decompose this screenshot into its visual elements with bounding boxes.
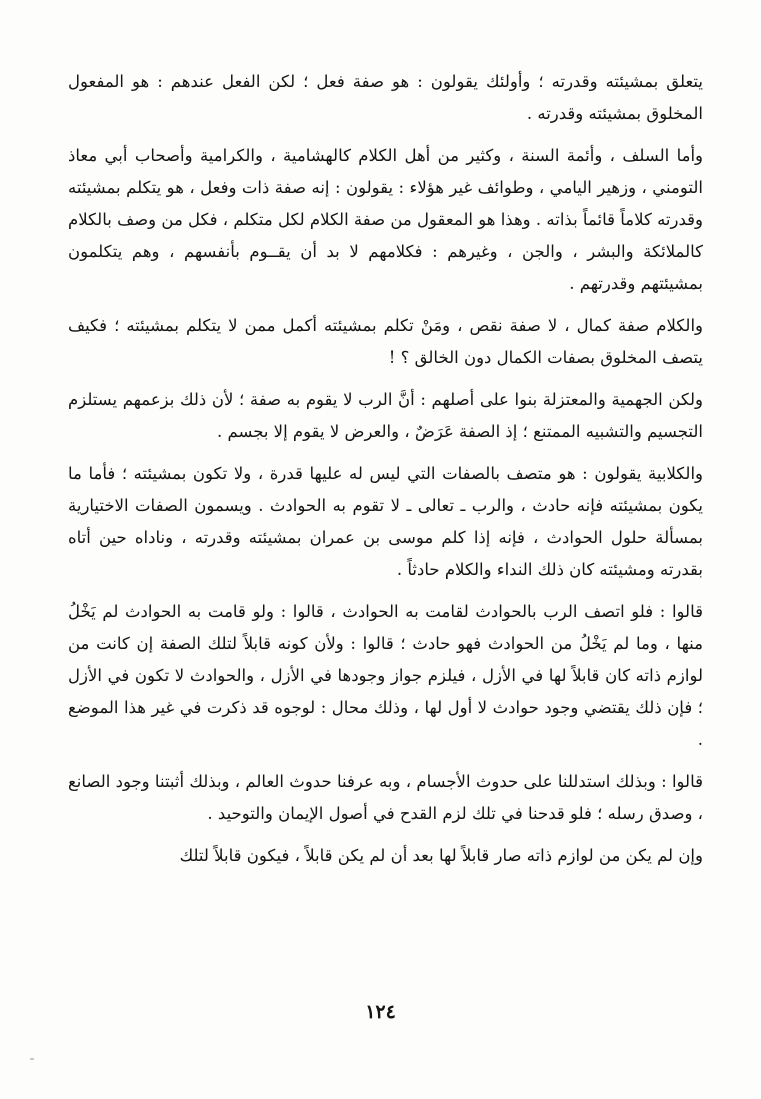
- paragraph: والكلام صفة كمال ، لا صفة نقص ، ومَنْ تكلم بمشيئته أكمل ممن لا يتكلم بمشيئته ؛ فكيف يتصف المخلوق بصفات الكمال دون الخالق ؟ !: [68, 316, 703, 367]
- paragraph: وأما السلف ، وأئمة السنة ، وكثير من أهل الكلام كالهشامية ، والكرامية وأصحاب أبي معاذ التومني ، وزهير اليامي ، وطوائف غير هؤلاء : يقولون : إنه صفة ذات وفعل ، هو يتكلم بمشيئته وقدرته كلاماً قائماً بذاته . وهذا هو المعقول من صفة الكلام لكل متكلم ، فكل من وصف بالكلام كالملائكة والبشر ، والجن ، وغيرهم : فكلامهم لا بد أن يقــوم بأنفسهم ، وهم يتكلمون بمشيئتهم وقدرتهم .: [68, 146, 703, 293]
- paragraph: والكلابية يقولون : هو متصف بالصفات التي ليس له عليها قدرة ، ولا تكون بمشيئته ؛ فأما ما يكون بمشيئته فإنه حادث ، والرب ـ تعالى ـ لا تقوم به الحوادث . ويسمون الصفات الاختيارية بمسألة حلول الحوادث ، فإنه إذا كلم موسى بن عمران بمشيئته وقدرته ، وناداه حين أتاه بقدرته ومشيئته كان ذلك النداء والكلام حادثاً .: [68, 464, 703, 579]
- paragraph: وإن لم يكن من لوازم ذاته صار قابلاً لها بعد أن لم يكن قابلاً ، فيكون قابلاً لتلك: [179, 846, 703, 865]
- paragraph: يتعلق بمشيئته وقدرته ؛ وأولئك يقولون : هو صفة فعل ؛ لكن الفعل عندهم : هو المفعول المخلوق بمشيئته وقدرته .: [68, 72, 703, 123]
- scan-speck: [30, 1058, 34, 1060]
- paragraph: ولكن الجهمية والمعتزلة بنوا على أصلهم : أنَّ الرب لا يقوم به صفة ؛ لأن ذلك بزعمهم يستلزم التجسيم والتشبيه الممتنع ؛ إذ الصفة عَرَضٌ ، والعرض لا يقوم إلا بجسم .: [68, 390, 703, 441]
- paragraph: قالوا : وبذلك استدللنا على حدوث الأجسام ، وبه عرفنا حدوث العالم ، وبذلك أثبتنا وجود الصانع ، وصدق رسله ؛ فلو قدحنا في تلك لزم القدح في أصول الإيمان والتوحيد .: [68, 772, 703, 823]
- paragraph: قالوا : فلو اتصف الرب بالحوادث لقامت به الحوادث ، قالوا : ولو قامت به الحوادث لم يَخْلُ منها ، وما لم يَخْلُ من الحوادث فهو حادث ؛ قالوا : ولأن كونه قابلاً لتلك الصفة إن كانت من لوازم ذاته كان قابلاً لها في الأزل ، فيلزم جواز وجودها في الأزل ، والحوادث لا تكون في الأزل ؛ فإن ذلك يقتضي وجود حوادث لا أول لها ، وذلك محال : لوجوه قد ذكرت في غير هذا الموضع .: [68, 602, 703, 749]
- page-number: ١٢٤: [365, 1001, 396, 1023]
- page-body-text: [68, 66, 703, 882]
